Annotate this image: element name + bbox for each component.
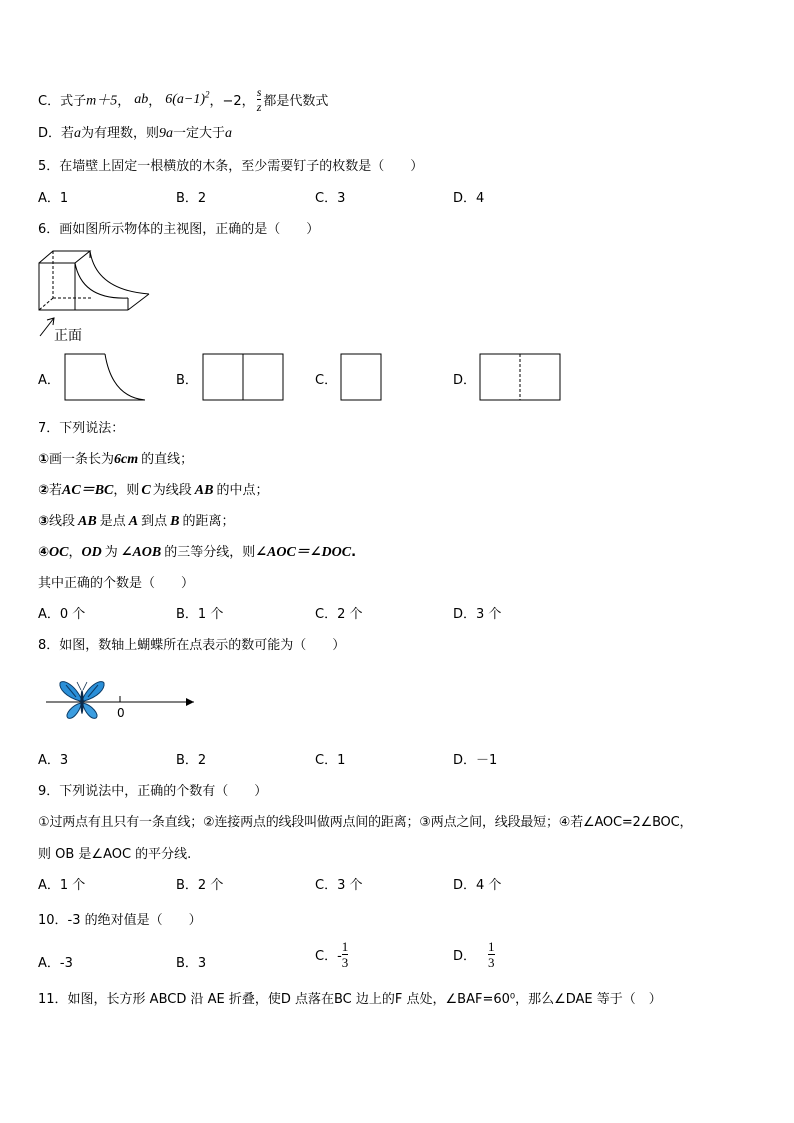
q7-item1-num: ① xyxy=(38,452,50,467)
q11-stem: 11．如图，长方形 ABCD 沿 AE 折叠，使D 点落在BC 边上的F 点处，∠BAF=60⁰，那么∠DAE 等于（ ） xyxy=(38,992,662,1007)
q7-option-b[interactable]: B．1 个 xyxy=(176,607,224,622)
q5-option-c[interactable]: C．3 xyxy=(315,191,346,206)
q7-item2-math2: C xyxy=(141,483,151,498)
q8-stem: 8．如图，数轴上蝴蝶所在点表示的数可能为（ ） xyxy=(38,638,346,653)
q4c-sup: 2 xyxy=(205,89,210,100)
q6-curve-front xyxy=(75,263,128,298)
q8-zero-label: 0 xyxy=(117,706,125,720)
q6-view-arrow xyxy=(40,318,54,336)
q10c-label: C．- xyxy=(315,949,342,964)
q7-question: 其中正确的个数是（ ） xyxy=(38,576,195,591)
q7-item2-pre: 若 xyxy=(49,483,63,498)
q7-item2-mid2: 为线段 xyxy=(152,483,192,498)
butterfly-icon xyxy=(60,682,104,719)
q7-item3-pre: 线段 xyxy=(49,514,76,529)
q9-option-b[interactable]: B．2 个 xyxy=(176,878,224,893)
q6-option-c-figure[interactable] xyxy=(340,353,384,401)
q10-option-d[interactable] xyxy=(453,940,495,969)
q8-option-d[interactable]: D．－1 xyxy=(453,753,498,768)
q6c-outline xyxy=(341,354,381,400)
q7-item1-post: 的直线； xyxy=(141,452,194,467)
q7-option-a[interactable]: A．0 个 xyxy=(38,607,86,622)
q4c-label: C．式子 xyxy=(38,94,87,109)
q6-option-b-figure[interactable] xyxy=(202,353,284,401)
q7-stem: 7．下列说法： xyxy=(38,421,125,436)
q4d-a2: a xyxy=(225,126,233,141)
q7-option-c[interactable]: C．2 个 xyxy=(315,607,363,622)
q7-item4-num: ④ xyxy=(38,545,50,560)
q10-option-b[interactable]: B．3 xyxy=(176,956,207,971)
q7-item3-num: ③ xyxy=(38,514,50,529)
q7-item3-mid2: 到点 xyxy=(141,514,168,529)
q7-item-3 xyxy=(38,510,234,530)
q4-option-c xyxy=(38,86,328,112)
q9-option-c[interactable]: C．3 个 xyxy=(315,878,363,893)
q10-stem: 10．-3 的绝对值是（ ） xyxy=(38,913,202,928)
q4c-fraction xyxy=(257,86,262,113)
q10d-den: 3 xyxy=(488,955,495,970)
q7-item3-math2: A xyxy=(128,514,139,529)
q4c-sep3: ，−2， xyxy=(209,94,255,109)
q7-item2-math: AC＝BC xyxy=(62,483,114,498)
q6a-outline xyxy=(65,354,145,400)
q9-statements-line1: ①过两点有且只有一条直线；②连接两点的线段叫做两点间的距离；③两点之间，线段最短；④若∠AOC=2∠BOC， xyxy=(38,815,693,830)
q4c-frac-den: z xyxy=(256,100,262,114)
q7-item3-post: 的距离； xyxy=(182,514,235,529)
q7-item1-math: 6cm xyxy=(114,452,139,467)
q7-item4-math4: ∠AOC＝∠DOC xyxy=(255,545,352,560)
q9-stem: 9．下列说法中，正确的个数有（ ） xyxy=(38,784,268,799)
q4c-frac-num: s xyxy=(256,85,262,99)
q8-option-b[interactable]: B．2 xyxy=(176,753,207,768)
q4c-sep1: ， xyxy=(117,94,131,109)
q4d-a1: a xyxy=(74,126,82,141)
q6-option-a-letter[interactable]: A． xyxy=(38,373,60,388)
q6-option-d-letter[interactable]: D． xyxy=(453,373,477,388)
q7-item4-math2: OD xyxy=(81,545,102,560)
q6a-curve xyxy=(105,354,145,400)
q10-option-c[interactable] xyxy=(315,940,348,969)
q7-item2-num: ② xyxy=(38,483,50,498)
q7-item1-pre: 画一条长为 xyxy=(49,452,115,467)
q7-item4-mid: ， xyxy=(68,545,82,560)
q4c-ab: ab xyxy=(134,91,149,107)
q7-item-1 xyxy=(38,448,193,468)
q6-right-edge xyxy=(128,294,149,310)
q7-item4-post: . xyxy=(351,545,357,560)
q6-option-a-figure[interactable] xyxy=(64,353,146,401)
q7-item4-mid2: 为 xyxy=(104,545,118,560)
q10d-fraction xyxy=(488,940,495,969)
q6-option-c-letter[interactable]: C． xyxy=(315,373,338,388)
q10c-den: 3 xyxy=(341,955,349,970)
q4c-expr: 6(a−1) xyxy=(165,91,206,107)
q7-item3-math3: B xyxy=(170,514,180,529)
q5-option-d[interactable]: D．4 xyxy=(453,191,485,206)
q7-item3-math: AB xyxy=(78,514,97,529)
q9-option-a[interactable]: A．1 个 xyxy=(38,878,86,893)
q6-option-b-letter[interactable]: B． xyxy=(176,373,198,388)
q7-item-2 xyxy=(38,479,268,499)
q7-item4-math3: ∠AOB xyxy=(120,545,162,560)
q7-item4-math: OC xyxy=(49,545,69,560)
q4d-mid2: 一定大于 xyxy=(173,126,226,141)
q10c-num: 1 xyxy=(341,939,349,954)
q6-top-face xyxy=(39,251,90,263)
q8-arrow-head xyxy=(186,698,194,706)
q5-option-a[interactable]: A．1 xyxy=(38,191,69,206)
q10-option-a[interactable]: A．-3 xyxy=(38,956,73,971)
q7-option-d[interactable]: D．3 个 xyxy=(453,607,502,622)
q10d-label: D． xyxy=(453,949,477,964)
q4c-tail: 都是代数式 xyxy=(263,94,329,109)
q4d-nine-a: 9a xyxy=(159,126,174,141)
q8-option-a[interactable]: A．3 xyxy=(38,753,69,768)
q7-item2-post: 的中点； xyxy=(216,483,269,498)
q4d-mid: 为有理数，则 xyxy=(81,126,160,141)
q6-option-d-figure[interactable] xyxy=(479,353,561,401)
q10d-num: 1 xyxy=(488,939,495,954)
q8-option-c[interactable]: C．1 xyxy=(315,753,346,768)
q7-item2-mid: ，则 xyxy=(113,483,140,498)
q7-item3-mid: 是点 xyxy=(99,514,126,529)
q6-front-label: 正面 xyxy=(54,328,82,344)
q4d-label: D．若 xyxy=(38,126,75,141)
q9-option-d[interactable]: D．4 个 xyxy=(453,878,502,893)
q7-item-4 xyxy=(38,541,356,561)
q6-curve-back xyxy=(90,251,149,294)
q4c-sep2: ， xyxy=(148,94,162,109)
q10c-fraction xyxy=(342,940,349,969)
q6-stem: 6．画如图所示物体的主视图，正确的是（ ） xyxy=(38,222,320,237)
q5-option-b[interactable]: B．2 xyxy=(176,191,207,206)
q4c-m5: m＋5 xyxy=(86,93,118,109)
q5-stem: 5．在墙壁上固定一根横放的木条，至少需要钉子的枚数是（ ） xyxy=(38,159,424,174)
q4-option-d xyxy=(38,122,232,142)
q7-item4-mid3: 的三等分线，则 xyxy=(164,545,256,560)
q7-item2-math3: AB xyxy=(194,483,214,498)
q6-front-face xyxy=(39,263,75,310)
q6-hidden-diagonal xyxy=(39,298,53,310)
q9-statements-line2: 则 OB 是∠AOC 的平分线. xyxy=(38,847,192,862)
